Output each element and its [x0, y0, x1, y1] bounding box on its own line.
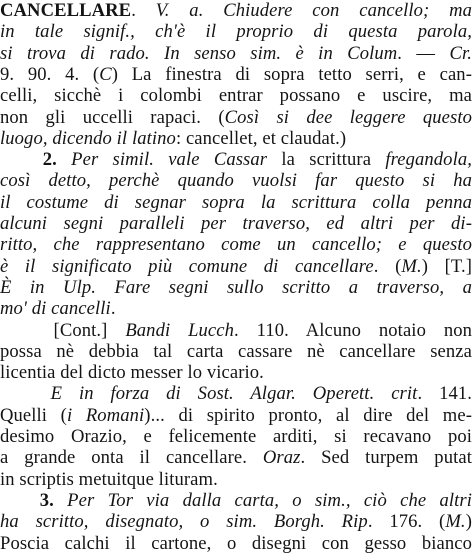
entry-text: )... di spirito pronto, al dire del me-: [144, 404, 472, 426]
entry-text: . (: [373, 255, 402, 277]
entry-text: [0, 383, 51, 404]
entry-text: Oraz: [262, 447, 301, 469]
entry-text: Bandi Lucch: [125, 319, 235, 341]
entry-text: a grande onta il cancellare.: [0, 447, 263, 469]
entry-text: V. a. Chiudere con cancello; ma: [155, 0, 472, 21]
entry-text: E in forza di Sost. Algar. Operett. crit: [50, 383, 418, 405]
entry-text: si trova di rado. In senso sim. è in Colum: [0, 42, 398, 64]
entry-text: alcuni segni paralleli per traverso, ed altri per di-: [0, 213, 472, 234]
entry-text: ): [465, 511, 472, 533]
entry-text: celli, sicchè i colombi entrar possano e uscire, ma: [0, 85, 472, 107]
entry-text: . 141.: [417, 383, 472, 405]
entry-text: [Cont.]: [0, 319, 126, 341]
entry-line: [0, 532, 472, 556]
entry-text: : cancellet, et claudat.): [175, 127, 347, 149]
entry-text: è il significato più comune di cancellare: [0, 255, 374, 277]
entry-text: i Romani: [66, 404, 145, 426]
entry-text: [0, 490, 40, 511]
entry-text: . Sed turpem putat: [300, 447, 472, 469]
entry-text: ha scritto, disegnato, o sim. Borgh. Rip: [0, 511, 368, 533]
entry-text: ) [T.]: [421, 255, 472, 277]
entry-text: 2.: [42, 149, 72, 171]
entry-text: licentia del dicto messer lo vicario.: [0, 362, 264, 384]
entry-text: ) La finestra di sopra tetto serri, e can-: [111, 63, 472, 85]
entry-text: . 176. (: [367, 511, 446, 533]
entry-text: in scriptis metuitque lituram.: [0, 468, 218, 490]
entry-text: Cr.: [449, 42, 472, 64]
entry-text: Poscia calchi il cartone, o disegni con gesso bianco: [0, 532, 472, 554]
entry-text: così detto, perchè quando vuolsi far questo si ha: [0, 170, 472, 192]
entry-text: in tale signif., ch'è il proprio di questa parola,: [0, 21, 472, 43]
entry-text: Per Tor via dalla carta, o sim., ciò che altri: [67, 489, 472, 511]
entry-text: M.: [445, 511, 466, 533]
entry-text: mo' di cancelli: [0, 298, 111, 320]
entry-text: la scrittura: [267, 149, 386, 171]
entry-text: fregandola,: [385, 149, 472, 171]
entry-text: luogo, dicendo il latino: [0, 127, 176, 149]
entry-text: [0, 149, 43, 170]
entry-text: Quelli (: [0, 404, 67, 426]
entry-text: M.: [401, 255, 422, 277]
entry-text: Così si dee leggere questo: [224, 106, 472, 128]
entry-text: Per simil. vale Cassar: [71, 149, 268, 171]
entry-text: C: [99, 63, 112, 85]
entry-text: . 110. Alcuno notaio non: [234, 319, 472, 341]
entry-text: possa nè debbia tal carta cassare nè cancellare senza: [0, 340, 472, 362]
entry-text: È in Ulp. Fare segni sullo scritto a traverso, a: [0, 276, 472, 298]
entry-text: non gli uccelli rapaci. (: [0, 106, 225, 128]
entry-text: 9. 90. 4. (: [0, 63, 100, 85]
entry-text: il costume di segnar sopra la scrittura colla penna: [0, 191, 472, 213]
entry-text: 3.: [39, 489, 68, 511]
headword: CANCELLARE: [0, 0, 132, 21]
entry-text: .: [131, 0, 156, 21]
entry-text: ritto, che rappresentano come un cancello; e questo: [0, 234, 472, 256]
entry-text: . —: [397, 42, 450, 64]
entry-text: desimo Orazio, e felicemente arditi, si recavano poi: [0, 426, 472, 447]
entry-text: .: [110, 298, 116, 320]
